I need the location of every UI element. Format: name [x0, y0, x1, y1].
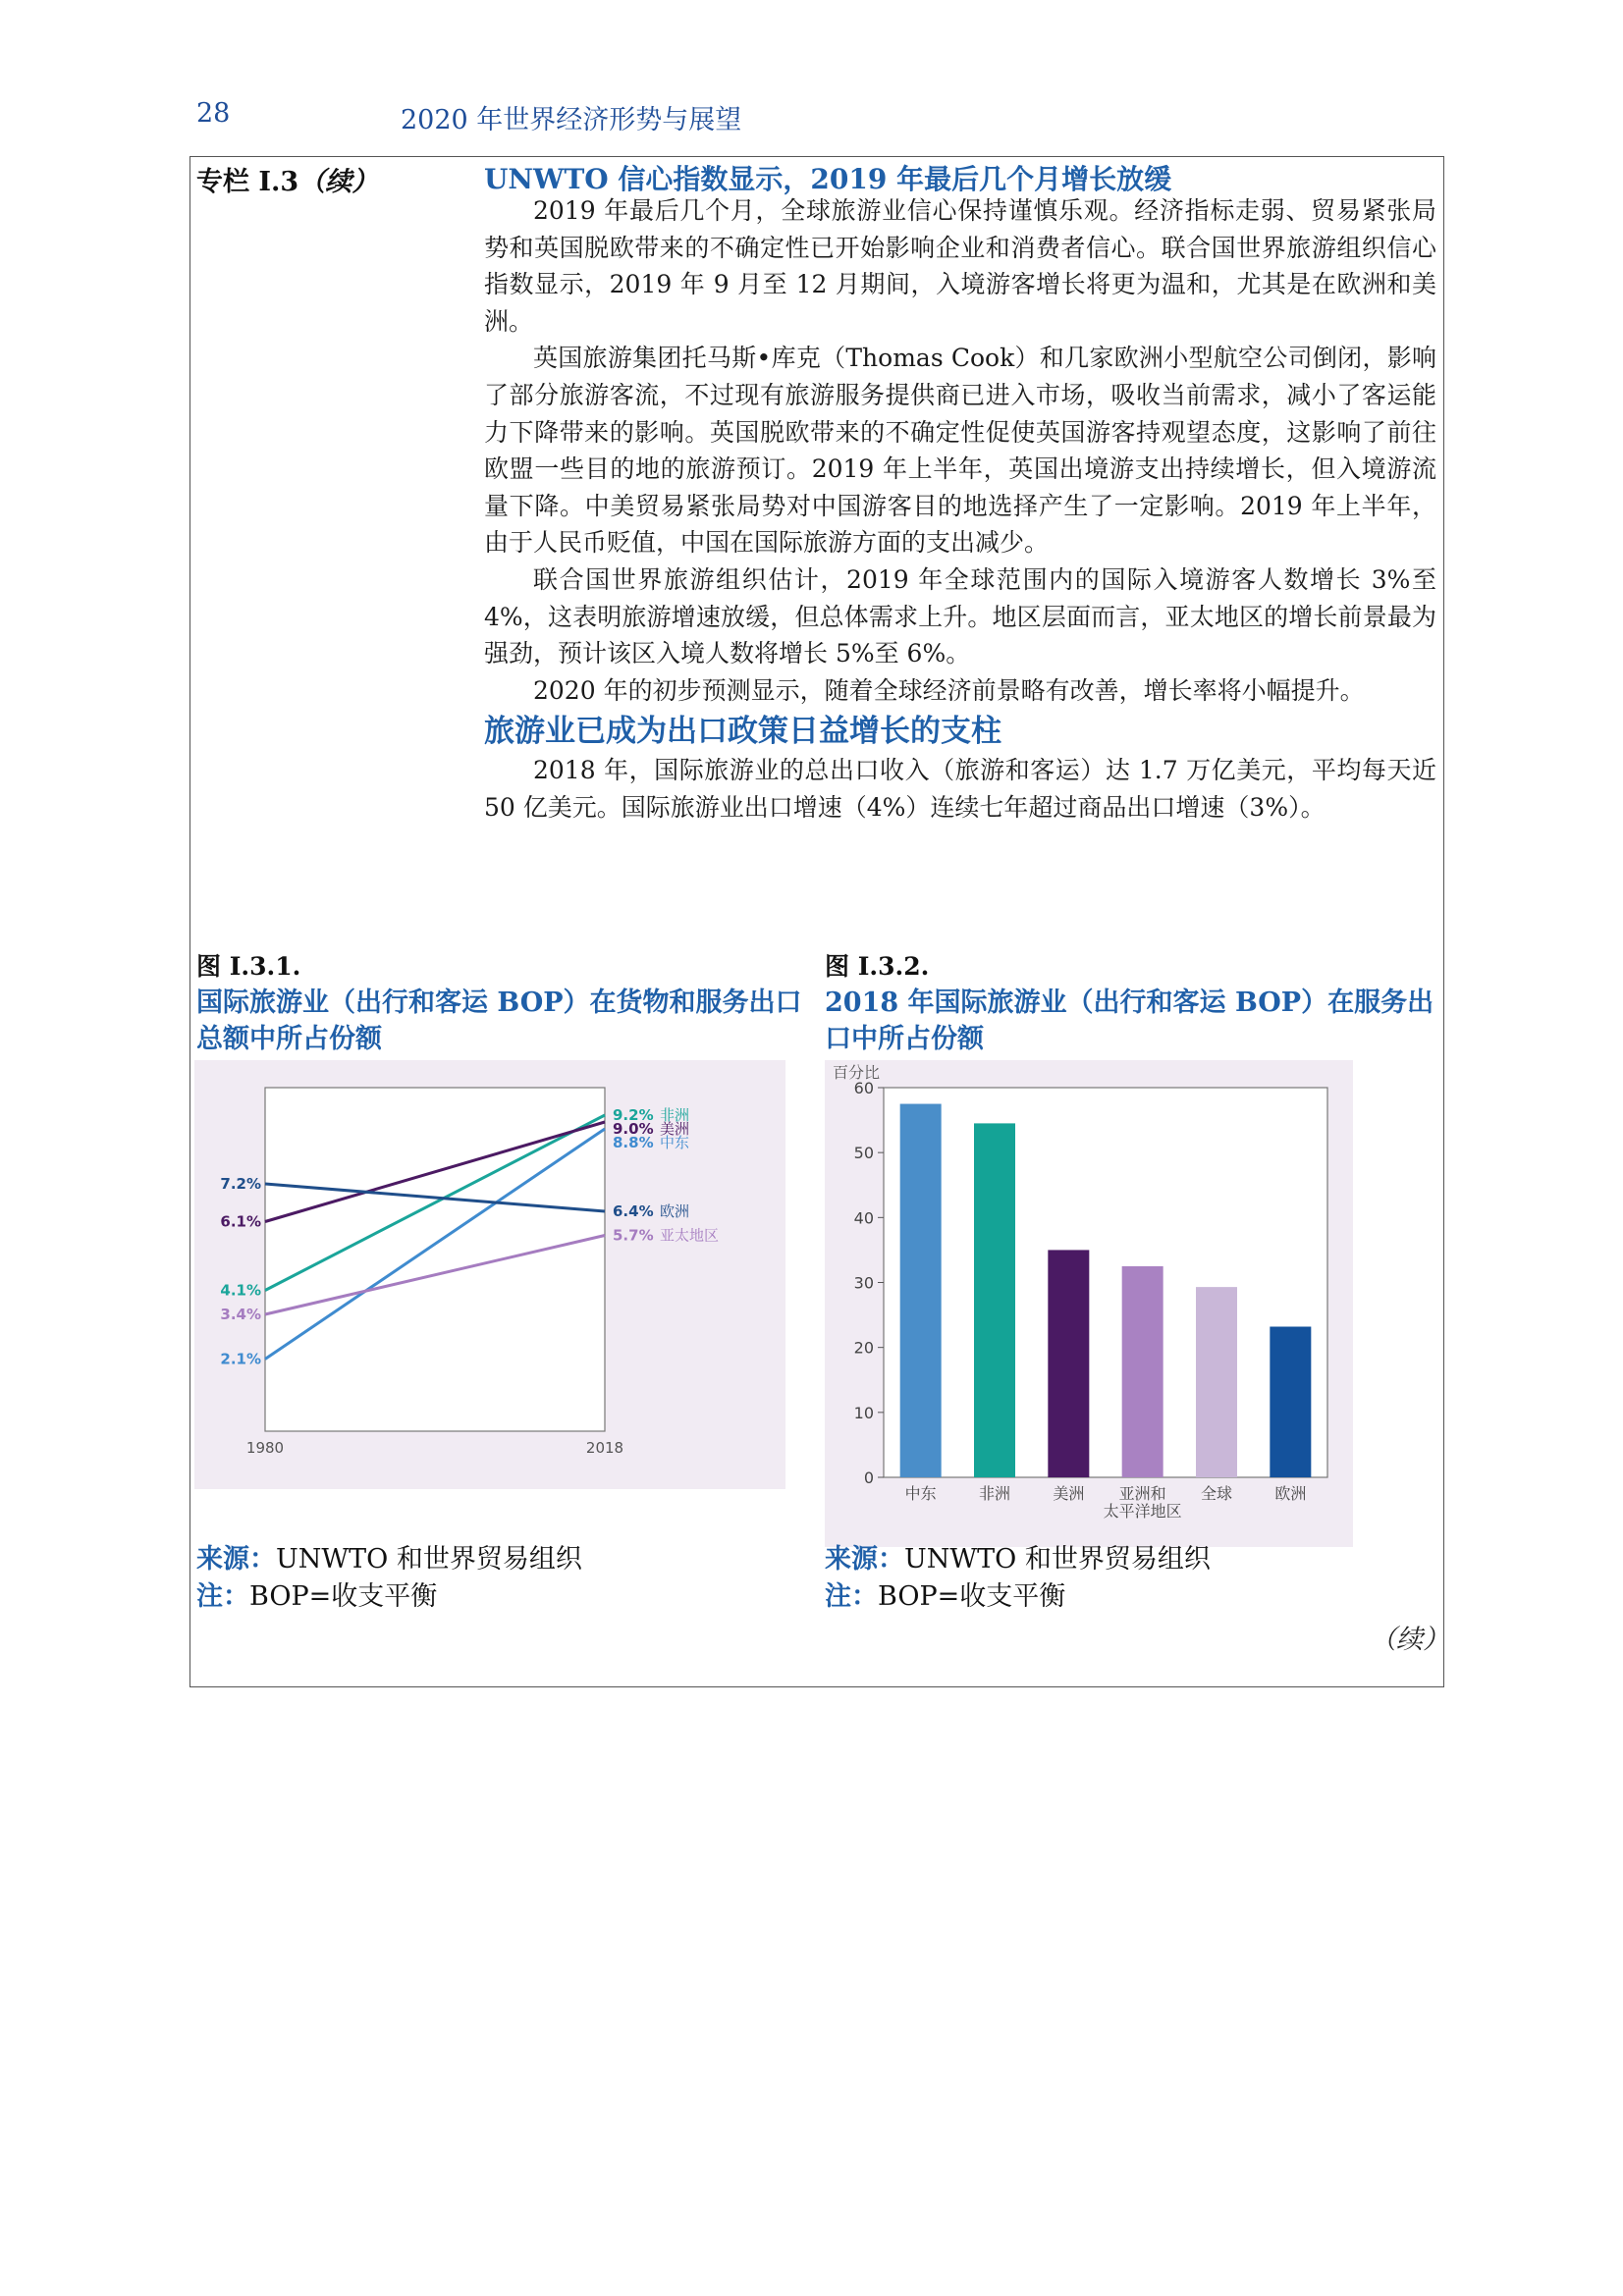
y-tick-label: 30: [853, 1273, 874, 1293]
y-axis-label: 百分比: [833, 1063, 881, 1082]
page-number: 28: [196, 98, 231, 129]
y-tick-label: 60: [853, 1079, 874, 1097]
bar: [900, 1104, 942, 1477]
source-label: 来源：: [825, 1544, 904, 1575]
y-tick-label: 50: [853, 1144, 874, 1163]
end-value-label: 9.2%: [613, 1106, 654, 1124]
note-text: BOP=收支平衡: [878, 1581, 1066, 1612]
start-value-label: 6.1%: [220, 1212, 261, 1231]
figure2-source-line: [825, 1541, 1211, 1578]
x-tick-label: 欧洲: [1274, 1484, 1307, 1503]
x-tick-label: 太平洋地区: [1103, 1502, 1182, 1521]
box-heading-1: UNWTO 信心指数显示，2019 年最后几个月增长放缓: [484, 163, 1172, 195]
series-name-label: 中东: [660, 1134, 690, 1151]
x-tick-label: 2018: [585, 1439, 624, 1457]
box-body: [484, 192, 1436, 827]
paragraph: 2020 年的初步预测显示，随着全球经济前景略有改善，增长率将小幅提升。: [533, 675, 1365, 705]
source-label: 来源：: [196, 1544, 276, 1575]
figure1-title: 国际旅游业（出行和客运 BOP）在货物和服务出口总额中所占份额: [196, 988, 802, 1054]
x-tick-label: 全球: [1200, 1484, 1233, 1503]
paragraph: 2019 年最后几个月，全球旅游业信心保持谨慎乐观。经济指标走弱、贸易紧张局势和英国脱欧带来的不确定性已开始影响企业和消费者信心。联合国世界旅游组织信心指数显示，2019 年 9 月至 12 月期间，入境游客增长将更为温和，尤其是在欧洲和美洲。: [484, 196, 1436, 336]
y-tick-label: 10: [853, 1403, 874, 1422]
series-name-label: 非洲: [660, 1106, 690, 1124]
end-value-label: 8.8%: [613, 1134, 654, 1151]
note-label: 注：: [825, 1581, 878, 1612]
bar: [1196, 1287, 1237, 1477]
bar: [1048, 1250, 1089, 1477]
x-tick-label: 非洲: [978, 1484, 1011, 1503]
running-title: 2020 年世界经济形势与展望: [401, 105, 742, 135]
end-value-label: 6.4%: [613, 1202, 654, 1220]
paragraph: 2018 年，国际旅游业的总出口收入（旅游和客运）达 1.7 万亿美元，平均每天近 50 亿美元。国际旅游业出口增速（4%）连续七年超过商品出口增速（3%）。: [484, 756, 1436, 822]
figure2-title: 2018 年国际旅游业（出行和客运 BOP）在服务出口中所占份额: [825, 988, 1434, 1054]
source-text: UNWTO 和世界贸易组织: [904, 1544, 1211, 1575]
figure1-source: [196, 1541, 582, 1616]
box-tag: [196, 160, 378, 198]
bar: [1122, 1266, 1163, 1477]
plot-area: [265, 1088, 605, 1431]
figure1-label: 图 I.3.1.: [196, 952, 301, 981]
plot-area: [884, 1088, 1327, 1477]
note-text: BOP=收支平衡: [249, 1581, 438, 1612]
x-tick-label: 美洲: [1053, 1484, 1085, 1503]
start-value-label: 3.4%: [220, 1306, 261, 1323]
end-value-label: 5.7%: [613, 1226, 654, 1245]
source-text: UNWTO 和世界贸易组织: [276, 1544, 582, 1575]
y-tick-label: 40: [853, 1208, 874, 1228]
figure1-line-chart: [194, 1060, 785, 1489]
y-tick-label: 20: [853, 1338, 874, 1358]
series-name-label: 亚太地区: [660, 1226, 720, 1245]
start-value-label: 7.2%: [220, 1175, 261, 1193]
figure2-source: [825, 1541, 1211, 1616]
figure2-bar-chart: [825, 1060, 1353, 1547]
paragraph: 英国旅游集团托马斯•库克（Thomas Cook）和几家欧洲小型航空公司倒闭，影响了部分旅游客流，不过现有旅游服务提供商已进入市场，吸收当前需求，减小了客运能力下降带来的影响。英国脱欧带来的不确定性促使英国游客持观望态度，这影响了前往欧盟一些目的地的旅游预订。2019 年上半年，英国出境游支出持续增长，但入境游流量下降。中美贸易紧张局势对中国游客目的地选择产生了一定影响。2019 年上半年，由于人民币贬值，中国在国际旅游方面的支出减少。: [484, 344, 1436, 558]
box-tag-label: 专栏 I.3: [196, 167, 299, 197]
paragraph: 联合国世界旅游组织估计，2019 年全球范围内的国际入境游客人数增长 3%至 4%，这表明旅游增速放缓，但总体需求上升。地区层面而言，亚太地区的增长前景最为强劲，预计该区入境人数将增长 5%至 6%。: [484, 564, 1436, 668]
bar: [974, 1123, 1015, 1477]
note-label: 注：: [196, 1581, 249, 1612]
box-tag-continued: （续）: [298, 167, 379, 197]
figure1-note-line: [196, 1578, 582, 1616]
end-value-label: 9.0%: [613, 1120, 654, 1138]
start-value-label: 2.1%: [220, 1350, 261, 1368]
series-name-label: 欧洲: [660, 1202, 690, 1220]
y-tick-label: 0: [863, 1468, 874, 1487]
figure2-note-line: [825, 1578, 1211, 1616]
figure1-source-line: [196, 1541, 582, 1578]
x-tick-label: 亚洲和: [1118, 1484, 1166, 1503]
series-name-label: 美洲: [660, 1120, 690, 1138]
continued-note: （续）: [1370, 1625, 1449, 1655]
start-value-label: 4.1%: [220, 1281, 261, 1300]
bar: [1270, 1326, 1311, 1477]
box-heading-2: 旅游业已成为出口政策日益增长的支柱: [484, 714, 1001, 750]
x-tick-label: 1980: [245, 1439, 285, 1457]
figure2-label: 图 I.3.2.: [825, 952, 930, 981]
x-tick-label: 中东: [904, 1484, 937, 1503]
